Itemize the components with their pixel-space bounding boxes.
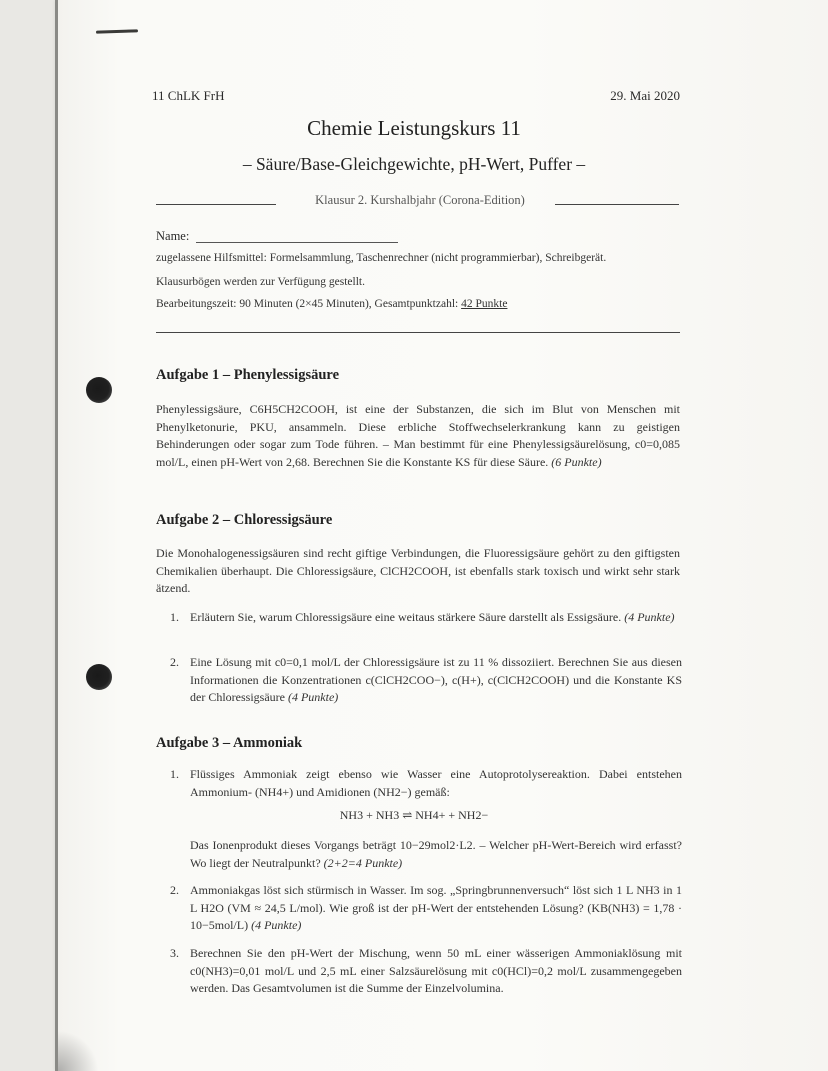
task3-title: Aufgabe 3 – Ammoniak xyxy=(156,735,303,751)
item-text: Ammoniakgas löst sich stürmisch in Wasser. Im sog. „Springbrunnenversuch“ löst sich 1 L NH3 in 1 L H2O (VM ≈ 24,5 L/mol). Wie groß ist der pH-Wert der entstehenden Lösung? (KB(NH3) = 1,78 · 10−5mol/L) xyxy=(190,883,682,932)
autoprotolysis-equation: NH3 + NH3 ⇌ NH4+ + NH2− xyxy=(339,808,489,822)
item-number: 2. xyxy=(170,883,179,897)
item-points: (4 Punkte) xyxy=(624,610,675,624)
task2-title: Aufgabe 2 – Chloressigsäure xyxy=(156,512,333,528)
task1-text xyxy=(156,401,680,471)
aids-note: zugelassene Hilfsmittel: Formelsammlung, Taschenrechner (nicht programmierbar), Schreibgerät. xyxy=(156,252,607,264)
task2-intro: Die Monohalogenessigsäuren sind recht giftige Verbindungen, die Fluoressigsäure gehört zu den giftigsten Chemikalien überhaupt. Die Chloressigsäure, ClCH2COOH, ist ebenfalls stark toxisch und wirkt sehr stark ätzend. xyxy=(156,546,680,595)
item-text: Berechnen Sie den pH-Wert der Mischung, wenn 50 mL einer wässerigen Ammoniaklösung mit c0(NH3)=0,01 mol/L und 2,5 mL einer Salzsäurelösung mit c0(HCl)=0,2 mol/L zusammengegeben werden. Das Gesamtvolumen ist die Summe der Einzelvolumina. xyxy=(190,946,682,995)
punch-hole-icon xyxy=(86,664,112,690)
task1-title: Aufgabe 1 – Phenylessigsäure xyxy=(156,367,340,383)
rule-right xyxy=(555,204,679,205)
item-number: 2. xyxy=(170,655,179,669)
task3-item-3 xyxy=(170,945,682,998)
exam-date: 29. Mai 2020 xyxy=(610,88,680,103)
item-text: Eine Lösung mit c0=0,1 mol/L der Chloressigsäure ist zu 11 % dissoziiert. Berechnen Sie aus diesen Informationen die Konzentrationen c(ClCH2COO−), c(H+), c(ClCH2COOH) und die Konstante KS der Chloressigsäure xyxy=(190,655,682,704)
item-number: 1. xyxy=(170,767,179,781)
task3-item-2 xyxy=(170,882,682,935)
exam-subtitle-line: Klausur 2. Kurshalbjahr (Corona-Edition) xyxy=(315,193,525,207)
task1-points: (6 Punkte) xyxy=(551,454,602,469)
time-note xyxy=(156,298,507,310)
task1-body: Phenylessigsäure, C6H5CH2COOH, ist eine der Substanzen, die sich im Blut von Menschen mit Phenylketonurie, PKU, ansammeln. Diese erbliche Stoffwechselerkrankung kann zu geistigen Behinderungen oder sogar zum Tode führen. – Man bestimmt für eine Phenylessigsäurelösung, c0=0,085 mol/L, einen pH-Wert von 2,68. Berechnen Sie die Konstante KS für diese Säure. xyxy=(156,402,680,469)
total-points: 42 Punkte xyxy=(461,298,508,310)
task3-item-1-cont xyxy=(170,837,682,872)
name-label: Name: xyxy=(156,229,190,243)
item-points: (2+2=4 Punkte) xyxy=(323,855,403,870)
item-points: (4 Punkte) xyxy=(287,690,339,704)
document-subtitle: – Säure/Base-Gleichgewichte, pH-Wert, Puffer – xyxy=(242,154,586,174)
item-text: Erläutern Sie, warum Chloressigsäure eine weitaus stärkere Säure darstellt als Essigsäure. xyxy=(190,610,622,624)
item-points: (4 Punkte) xyxy=(251,918,302,932)
task2-item-1 xyxy=(170,609,682,627)
course-code: 11 ChLK FrH xyxy=(152,88,225,103)
corner-shadow xyxy=(58,1030,98,1071)
rule-left xyxy=(156,204,276,205)
item-text: Das Ionenprodukt dieses Vorgangs beträgt 10−29mol2·L2. – Welcher pH-Wert-Bereich wird erfasst? Wo liegt der Neutralpunkt? xyxy=(190,838,682,870)
task3-item-1 xyxy=(170,766,682,801)
document-title: Chemie Leistungskurs 11 xyxy=(307,116,521,140)
name-field[interactable] xyxy=(196,242,398,243)
task2-item-2 xyxy=(170,654,682,707)
time-text: Bearbeitungszeit: 90 Minuten (2×45 Minuten), Gesamtpunktzahl: xyxy=(156,298,459,310)
sheets-note: Klausurbögen werden zur Verfügung gestellt. xyxy=(156,276,365,288)
item-number: 1. xyxy=(170,610,179,624)
item-text: Flüssiges Ammoniak zeigt ebenso wie Wasser eine Autoprotolysereaktion. Dabei entstehen Ammonium- (NH4+) und Amidionen (NH2−) gemäß: xyxy=(190,767,682,799)
header-divider xyxy=(156,332,680,333)
item-number: 3. xyxy=(170,946,179,960)
punch-hole-icon xyxy=(86,377,112,403)
